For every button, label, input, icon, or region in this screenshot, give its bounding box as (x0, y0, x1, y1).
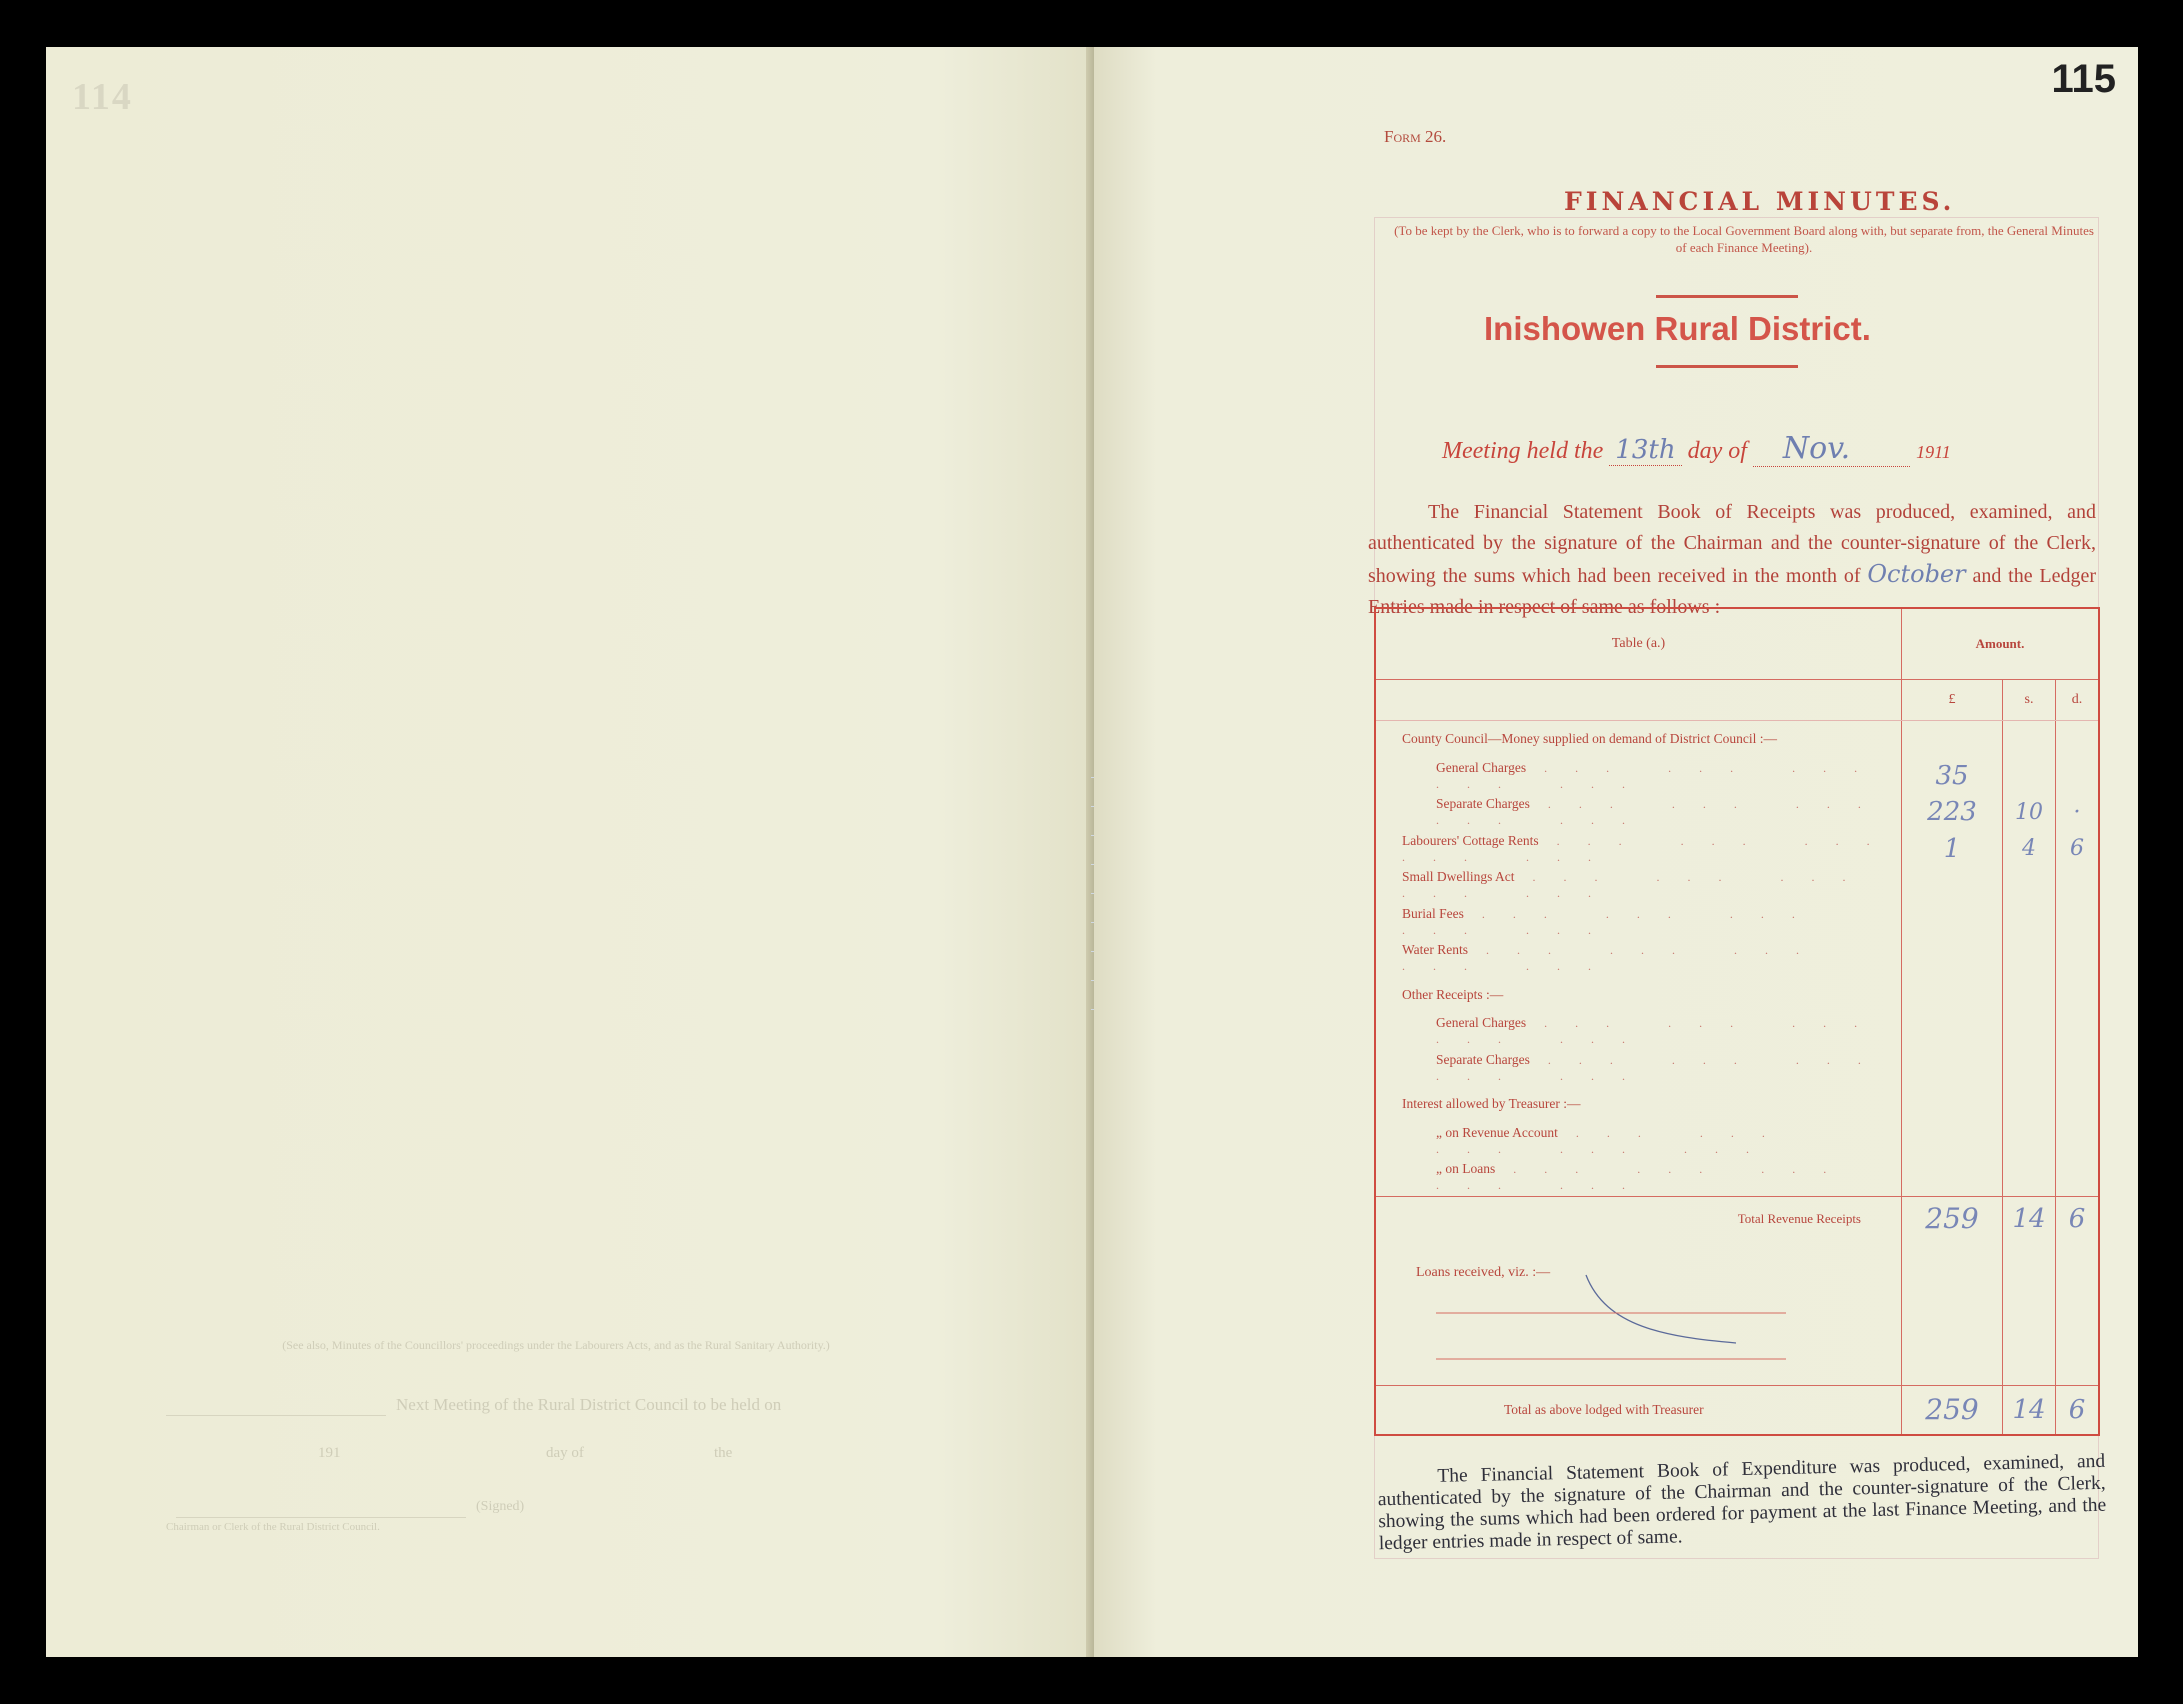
row-pence: · (2056, 794, 2100, 831)
row-shillings (2003, 1086, 2056, 1123)
table-row (1375, 721, 2099, 758)
row-pounds: 1 (1902, 831, 2003, 868)
table-caption: Table (a.) (1375, 608, 1902, 680)
leader-dots: ... ... ... ... ... (1436, 1125, 1793, 1156)
row-pounds: 223 (1902, 794, 2003, 831)
table-row (1375, 794, 2099, 831)
row-pounds: 35 (1902, 758, 2003, 795)
meeting-day: 13th (1609, 435, 1681, 466)
row-label (1375, 867, 1902, 904)
row-label-text: Small Dwellings Act (1402, 869, 1515, 885)
leader-dots: ... ... ... ... ... (1436, 797, 1889, 828)
row-label (1375, 940, 1902, 977)
left-page-number: 114 (72, 76, 133, 118)
row-label (1375, 721, 1902, 758)
ledger-book (46, 47, 2138, 1657)
receipts-text-end: and the Ledger Entries made in respect of same as follows :— (1368, 565, 2097, 618)
row-pounds (1902, 977, 2003, 1014)
row-label-text: Water Rents (1402, 942, 1469, 958)
row-shillings: 10 (2003, 794, 2056, 831)
row-shillings (2003, 1123, 2056, 1160)
total-revenue-pounds: 259 (1902, 1196, 2003, 1241)
row-label (1375, 1159, 1902, 1196)
page-title: FINANCIAL MINUTES. (1564, 187, 1956, 216)
left-note: (See also, Minutes of the Councillors' proceedings under the Labourers Acts, and as the Rural Sanitary Authority.) (282, 1338, 830, 1352)
row-shillings (2003, 1159, 2056, 1196)
row-pounds (1902, 1086, 2003, 1123)
meeting-line (1442, 431, 1951, 466)
row-pounds (1902, 1123, 2003, 1160)
row-pence (2056, 977, 2100, 1014)
shillings-header: s. (2003, 680, 2056, 721)
next-meeting-day-of: day of (546, 1445, 584, 1461)
table-row (1375, 904, 2099, 941)
leader-dots: ... ... ... ... ... (1402, 906, 1823, 937)
row-shillings (2003, 867, 2056, 904)
signed-role: Chairman or Clerk of the Rural District Council. (166, 1521, 380, 1533)
row-pence (2056, 758, 2100, 795)
expenditure-paragraph: The Financial Statement Book of Expenditure was produced, examined, and authenticated by the signature of the Chairman and the counter-signature of the Clerk, showing the sums which had been ordered for payment at the last Finance Meeting, and the ledger entries made in respect of same. (1377, 1450, 2107, 1555)
row-label (1375, 977, 1902, 1014)
row-shillings (2003, 904, 2056, 941)
row-shillings (2003, 1013, 2056, 1050)
row-pounds (1902, 867, 2003, 904)
leader-dots: ... ... ... ... ... (1436, 1016, 1886, 1047)
row-label (1375, 1050, 1902, 1087)
row-pence (2056, 904, 2100, 941)
row-label-text: General Charges (1436, 759, 1527, 775)
loans-cell (1375, 1241, 1902, 1386)
row-pounds (1902, 940, 2003, 977)
leader-dots: ... ... ... ... ... (1402, 870, 1874, 901)
row-pence (2056, 940, 2100, 977)
row-shillings (2003, 721, 2056, 758)
row-label-text: Interest allowed by Treasurer :— (1402, 1096, 1581, 1112)
table-row (1375, 1050, 2099, 1087)
row-label-text: Other Receipts :— (1402, 986, 1504, 1002)
row-pounds (1902, 904, 2003, 941)
leader-dots: ... ... ... ... ... (1436, 1052, 1889, 1083)
row-shillings (2003, 940, 2056, 977)
row-label (1375, 758, 1902, 795)
row-label (1375, 904, 1902, 941)
row-pence (2056, 1050, 2100, 1087)
table-row (1375, 867, 2099, 904)
amount-header: Amount. (1902, 608, 2100, 680)
left-page (46, 47, 1094, 1657)
receipts-table (1374, 607, 2100, 1436)
total-revenue-label: Total Revenue Receipts (1375, 1196, 1902, 1241)
row-label (1375, 1013, 1902, 1050)
row-pounds (1902, 1013, 2003, 1050)
row-shillings (2003, 1050, 2056, 1087)
loans-label: Loans received, viz. :— (1416, 1264, 1551, 1280)
row-pence (2056, 867, 2100, 904)
table-row (1375, 940, 2099, 977)
receipts-paragraph (1368, 497, 2096, 623)
table-row (1375, 758, 2099, 795)
row-pounds (1902, 721, 2003, 758)
next-meeting-text: Next Meeting of the Rural District Council to be held on (396, 1395, 782, 1414)
row-pence: 6 (2056, 831, 2100, 868)
row-shillings: 4 (2003, 831, 2056, 868)
pounds-header: £ (1902, 680, 2003, 721)
table-row (1375, 1123, 2099, 1160)
next-meeting-the: the (714, 1445, 733, 1461)
leader-dots: ... ... ... ... ... (1436, 1162, 1855, 1193)
table-row (1375, 1013, 2099, 1050)
next-meeting-year: 191 (318, 1445, 341, 1461)
bottom-rule (1656, 365, 1798, 368)
form-label: Form 26. (1384, 127, 1447, 146)
row-pounds (1902, 1050, 2003, 1087)
row-label (1375, 1086, 1902, 1123)
row-label-text: Burial Fees (1402, 905, 1464, 921)
table-row (1375, 977, 2099, 1014)
row-pounds (1902, 1159, 2003, 1196)
row-label (1375, 1123, 1902, 1160)
right-page-number: 115 (2051, 57, 2116, 101)
receipts-text: The Financial Statement Book of Receipts was produced, examined, and authenticated by the signature of the Chairman and the counter-signature of the Clerk, showing the sums which had been received in the month of (1368, 501, 2096, 587)
row-pence (2056, 1123, 2100, 1160)
page-subtitle: (To be kept by the Clerk, who is to forward a copy to the Local Government Board along with, but separate from, the General Minutes of each Finance Meeting). (1394, 223, 2094, 255)
row-label (1375, 831, 1902, 868)
meeting-year: 1911 (1916, 442, 1951, 462)
total-lodged-pence: 6 (2056, 1385, 2100, 1435)
total-lodged-label: Total as above lodged with Treasurer (1375, 1385, 1902, 1435)
row-pence (2056, 1159, 2100, 1196)
pence-header: d. (2056, 680, 2100, 721)
row-pence (2056, 721, 2100, 758)
table-row (1375, 1086, 2099, 1123)
total-revenue-shillings: 14 (2003, 1196, 2056, 1241)
row-label-text: Separate Charges (1436, 1051, 1530, 1067)
total-lodged-shillings: 14 (2003, 1385, 2056, 1435)
row-shillings (2003, 758, 2056, 795)
leader-dots: ... ... ... ... ... (1436, 760, 1886, 791)
receipts-month: October (1867, 560, 1966, 588)
right-page (1094, 47, 2138, 1657)
table-row (1375, 1159, 2099, 1196)
pen-stroke (1436, 1267, 1936, 1367)
table-row (1375, 831, 2099, 868)
district-name: Inishowen Rural District. (1484, 310, 1871, 347)
row-shillings (2003, 977, 2056, 1014)
total-revenue-pence: 6 (2056, 1196, 2100, 1241)
meeting-prefix: Meeting held the (1442, 438, 1604, 464)
meeting-month: Nov. (1753, 431, 1910, 467)
row-label-text: Labourers' Cottage Rents (1402, 832, 1539, 848)
meeting-day-of: day of (1687, 438, 1747, 464)
top-rule (1656, 295, 1798, 298)
signed-label: (Signed) (476, 1499, 525, 1514)
row-pence (2056, 1086, 2100, 1123)
row-label (1375, 794, 1902, 831)
row-label-text: „ on Loans (1436, 1161, 1496, 1177)
leader-dots: ... ... ... ... ... (1402, 943, 1828, 974)
row-label-text: County Council—Money supplied on demand of District Council :— (1402, 731, 1777, 747)
leader-dots: ... ... ... ... ... (1402, 833, 1898, 864)
total-lodged-pounds: 259 (1902, 1385, 2003, 1435)
row-label-text: Separate Charges (1436, 796, 1530, 812)
row-pence (2056, 1013, 2100, 1050)
row-label-text: General Charges (1436, 1015, 1527, 1031)
row-label-text: „ on Revenue Account (1436, 1124, 1558, 1140)
